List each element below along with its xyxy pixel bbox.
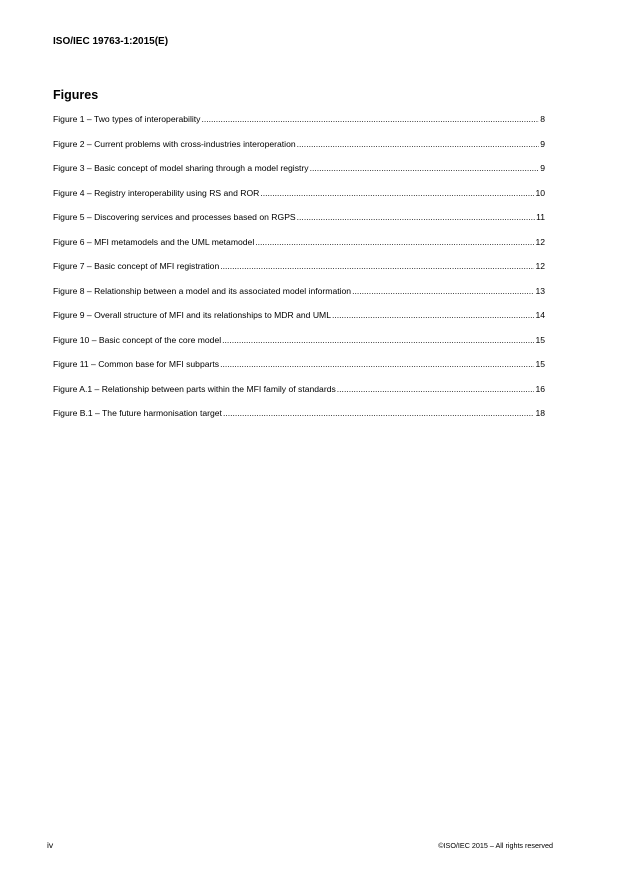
toc-entry[interactable] bbox=[53, 335, 545, 360]
toc-entry-title: Figure B.1 – The future harmonisation target bbox=[53, 408, 222, 418]
section-heading: Figures bbox=[53, 88, 99, 102]
toc-entry[interactable] bbox=[53, 212, 545, 237]
toc-entry-page: 12 bbox=[535, 236, 545, 247]
toc-entry[interactable] bbox=[53, 286, 545, 311]
toc-entry-title: Figure A.1 – Relationship between parts within the MFI family of standards bbox=[53, 383, 336, 394]
toc-leader-dots bbox=[352, 286, 534, 296]
toc-leader-dots bbox=[201, 114, 539, 124]
toc-leader-dots bbox=[223, 408, 534, 418]
toc-leader-dots bbox=[260, 188, 534, 198]
toc-entry-page: 9 bbox=[540, 138, 545, 149]
toc-leader-dots bbox=[220, 261, 534, 271]
toc-entry-title: Figure 8 – Relationship between a model and its associated model information bbox=[53, 285, 352, 296]
toc-entry-page: 11 bbox=[536, 212, 545, 222]
list-of-figures bbox=[53, 114, 545, 433]
toc-entry-page: 13 bbox=[535, 285, 545, 296]
toc-entry[interactable] bbox=[53, 359, 545, 384]
toc-entry[interactable] bbox=[53, 261, 545, 286]
toc-entry-page: 8 bbox=[540, 114, 545, 124]
toc-entry[interactable] bbox=[53, 408, 545, 433]
toc-entry-page: 18 bbox=[535, 408, 545, 418]
toc-entry-page: 10 bbox=[535, 187, 545, 198]
toc-entry-title: Figure 1 – Two types of interoperability bbox=[53, 114, 201, 124]
toc-entry[interactable] bbox=[53, 310, 545, 335]
toc-entry-title: Figure 6 – MFI metamodels and the UML metamodel bbox=[53, 236, 255, 247]
toc-leader-dots bbox=[297, 212, 535, 222]
toc-entry-page: 16 bbox=[535, 383, 545, 394]
toc-leader-dots bbox=[222, 335, 534, 345]
toc-entry-title: Figure 9 – Overall structure of MFI and its relationships to MDR and UML bbox=[53, 310, 331, 320]
toc-entry-page: 12 bbox=[535, 261, 545, 271]
toc-entry-page: 9 bbox=[540, 163, 545, 173]
toc-leader-dots bbox=[337, 384, 535, 394]
toc-entry-title: Figure 7 – Basic concept of MFI registration bbox=[53, 261, 220, 271]
page-number: iv bbox=[47, 840, 54, 850]
toc-entry-title: Figure 5 – Discovering services and processes based on RGPS bbox=[53, 212, 296, 222]
toc-leader-dots bbox=[220, 359, 534, 369]
toc-entry-title: Figure 3 – Basic concept of model sharing through a model registry bbox=[53, 163, 309, 173]
toc-entry[interactable] bbox=[53, 163, 545, 188]
toc-leader-dots bbox=[332, 310, 534, 320]
toc-entry[interactable] bbox=[53, 139, 545, 164]
toc-entry-title: Figure 2 – Current problems with cross-industries interoperation bbox=[53, 138, 296, 149]
toc-entry[interactable] bbox=[53, 114, 545, 139]
copyright-notice: ©ISO/IEC 2015 – All rights reserved bbox=[438, 841, 553, 850]
toc-entry-page: 14 bbox=[535, 310, 545, 320]
toc-entry-title: Figure 11 – Common base for MFI subparts bbox=[53, 359, 220, 369]
toc-leader-dots bbox=[297, 139, 540, 149]
toc-leader-dots bbox=[255, 237, 534, 247]
toc-entry-title: Figure 10 – Basic concept of the core model bbox=[53, 334, 222, 345]
toc-entry-page: 15 bbox=[535, 334, 545, 345]
toc-entry[interactable] bbox=[53, 237, 545, 262]
toc-entry-title: Figure 4 – Registry interoperability using RS and ROR bbox=[53, 187, 260, 198]
document-identifier: ISO/IEC 19763-1:2015(E) bbox=[53, 36, 169, 47]
toc-entry-page: 15 bbox=[535, 359, 545, 369]
toc-leader-dots bbox=[310, 163, 540, 173]
toc-entry[interactable] bbox=[53, 384, 545, 409]
toc-entry[interactable] bbox=[53, 188, 545, 213]
